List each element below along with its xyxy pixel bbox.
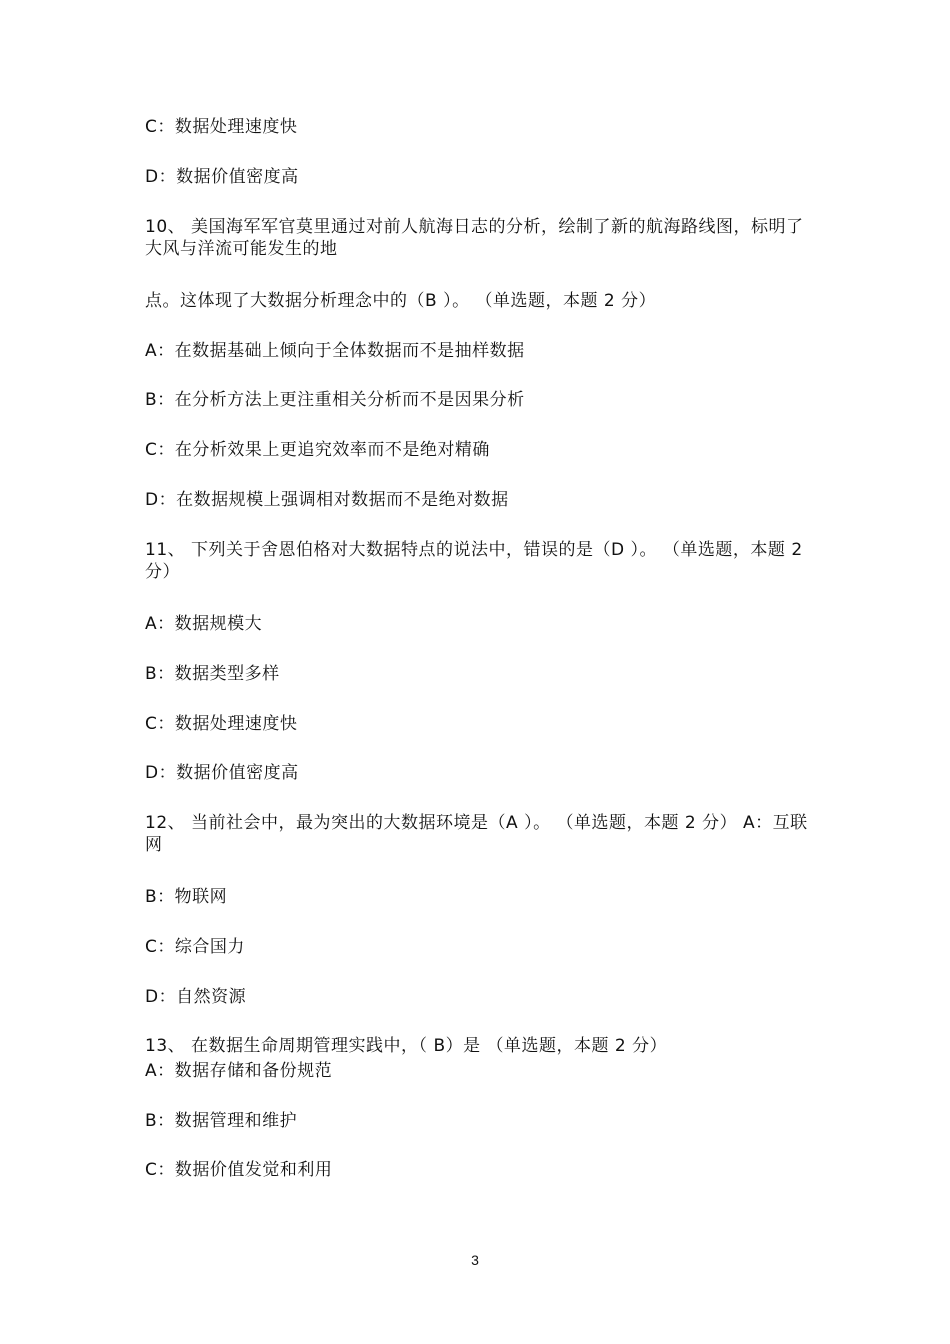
q12-option-b: B：物联网: [145, 887, 228, 907]
q12-stem: 12、 当前社会中，最为突出的大数据环境是（A ）。 （单选题，本题 2 分） A：互联网: [145, 813, 808, 855]
q10-option-c: C：在分析效果上更追究效率而不是绝对精确: [145, 440, 490, 460]
q13-stem: 13、 在数据生命周期管理实践中，（ B）是 （单选题，本题 2 分）: [145, 1036, 668, 1056]
q12-option-d: D：自然资源: [145, 987, 247, 1007]
page-number: 3: [471, 1252, 479, 1268]
q10-stem-cont: 点。这体现了大数据分析理念中的（B ）。 （单选题，本题 2 分）: [145, 291, 657, 311]
q9-option-d: D：数据价值密度高: [145, 167, 299, 187]
q10-option-a: A：在数据基础上倾向于全体数据而不是抽样数据: [145, 341, 525, 361]
q10-stem: 10、 美国海军军官莫里通过对前人航海日志的分析，绘制了新的航海路线图，标明了大风与洋流可能发生的地: [145, 217, 804, 259]
q12-option-c: C：综合国力: [145, 937, 245, 957]
q11-option-a: A：数据规模大: [145, 614, 263, 634]
q9-option-c: C：数据处理速度快: [145, 117, 298, 137]
q10-option-d: D：在数据规模上强调相对数据而不是绝对数据: [145, 490, 509, 510]
q11-option-d: D：数据价值密度高: [145, 763, 299, 783]
q13-option-a: A：数据存储和备份规范: [145, 1061, 333, 1081]
q10-option-b: B：在分析方法上更注重相关分析而不是因果分析: [145, 390, 525, 410]
q11-stem: 11、 下列关于舍恩伯格对大数据特点的说法中，错误的是（D ）。 （单选题，本题 2 分）: [145, 540, 803, 582]
q11-option-b: B：数据类型多样: [145, 664, 280, 684]
q13-option-b: B：数据管理和维护: [145, 1111, 298, 1131]
q13-option-c: C：数据价值发觉和利用: [145, 1160, 333, 1180]
q11-option-c: C：数据处理速度快: [145, 714, 298, 734]
